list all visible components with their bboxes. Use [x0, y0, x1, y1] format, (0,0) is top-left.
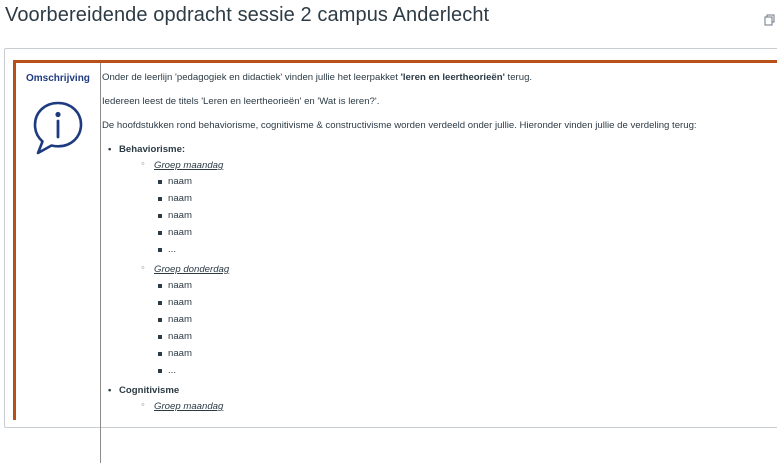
topic-title: Cognitivisme — [119, 385, 180, 396]
description-box — [13, 60, 777, 420]
group-item — [119, 159, 777, 260]
member-item: naam — [154, 226, 777, 243]
distribution-paragraph: De hoofdstukken rond behaviorisme, cognitivisme & constructivisme worden verdeeld onder jullie. Hieronder vinden jullie de verdeling terug: — [102, 120, 697, 131]
intro-paragraph — [102, 71, 777, 84]
group-list — [119, 400, 777, 413]
member-item: naam — [154, 330, 777, 347]
group-list — [119, 159, 777, 381]
package-name: 'leren en leertheorieën' — [400, 72, 505, 83]
group-link[interactable]: Groep donderdag — [154, 264, 230, 275]
member-item: naam — [154, 279, 777, 296]
description-sidebar — [16, 63, 101, 463]
member-item: naam — [154, 313, 777, 330]
description-content — [102, 71, 777, 416]
member-item: ... — [154, 364, 777, 381]
topic-item — [102, 143, 777, 381]
group-item — [119, 263, 777, 381]
member-item: naam — [154, 296, 777, 313]
member-item: ... — [154, 243, 777, 260]
group-link[interactable]: Groep maandag — [154, 160, 224, 171]
member-item: naam — [154, 175, 777, 192]
description-label: Omschrijving — [26, 73, 90, 84]
group-link[interactable]: Groep maandag — [154, 401, 224, 412]
member-item: naam — [154, 347, 777, 364]
copy-icon[interactable] — [764, 14, 776, 26]
member-list — [154, 175, 777, 260]
topic-title: Behaviorisme: — [119, 144, 186, 155]
member-item: naam — [154, 192, 777, 209]
reading-paragraph: Iedereen leest de titels 'Leren en leertheorieën' en 'Wat is leren?'. — [102, 96, 380, 107]
intro-text-start: Onder de leerlijn 'pedagogiek en didactiek' vinden jullie het leerpakket — [102, 72, 401, 83]
page-title: Voorbereidende opdracht sessie 2 campus Anderlecht — [5, 4, 490, 26]
intro-text-end: terug. — [504, 72, 533, 83]
group-item — [119, 400, 777, 413]
info-icon — [32, 100, 84, 156]
topic-item — [102, 384, 777, 413]
member-list — [154, 279, 777, 381]
member-item: naam — [154, 209, 777, 226]
topic-list — [102, 143, 777, 413]
